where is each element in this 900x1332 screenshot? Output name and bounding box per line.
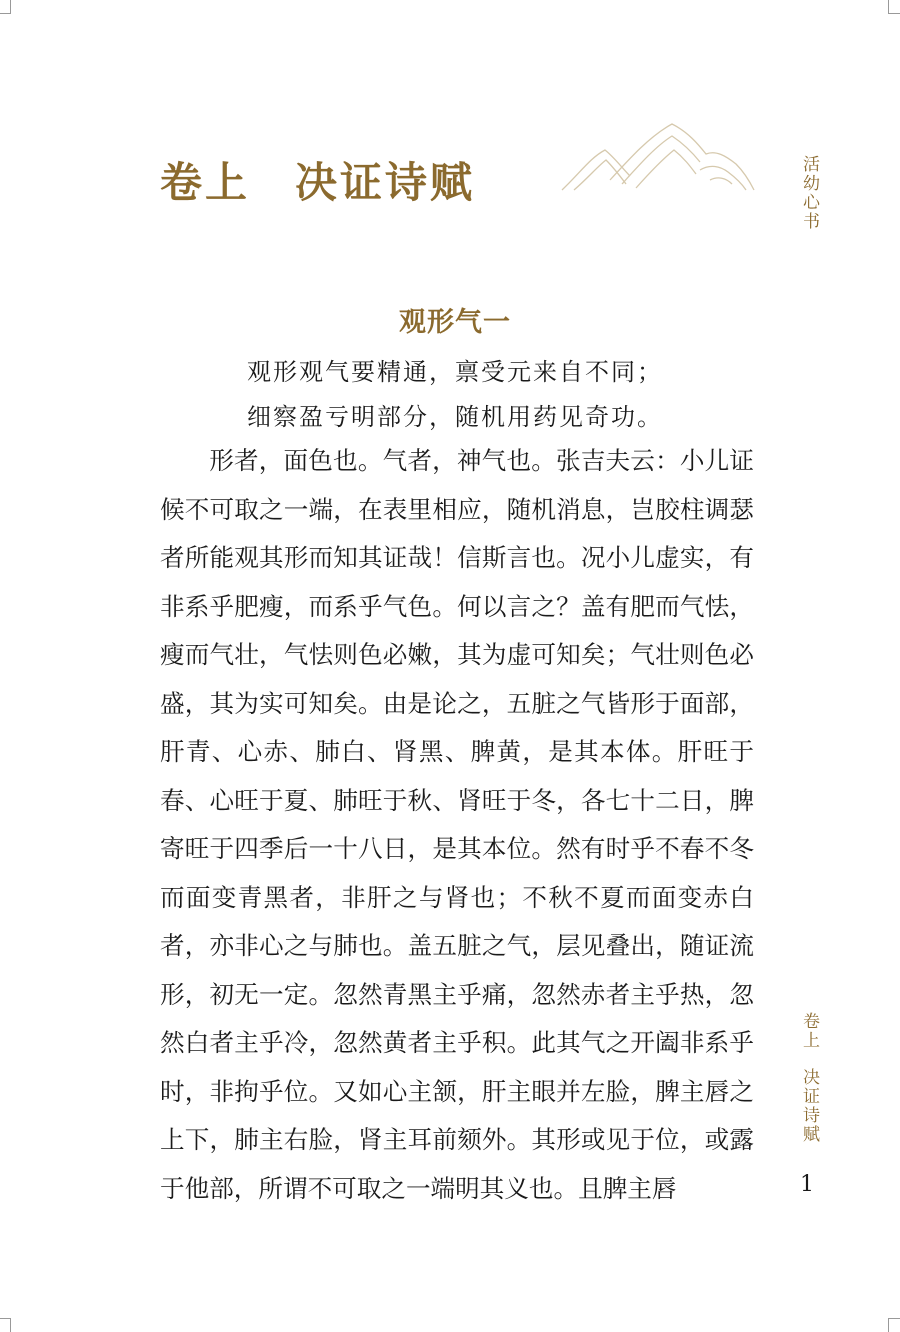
crop-mark — [0, 13, 10, 14]
running-chapter-part: 卷上 — [799, 1012, 819, 1050]
chapter-title: 卷上 决证诗赋 — [160, 158, 476, 207]
page-number: 1 — [800, 1172, 814, 1197]
crop-mark — [10, 1318, 11, 1332]
crop-mark — [888, 1318, 889, 1332]
verse-line: 观形观气要精通，禀受元来自不同； — [247, 358, 663, 386]
book-title: 活幼心书 — [799, 155, 819, 231]
crop-mark — [888, 0, 889, 14]
crop-mark — [0, 1318, 10, 1319]
crop-mark — [888, 1318, 900, 1319]
section-heading: 观形气一 — [399, 307, 511, 338]
crop-mark — [888, 13, 900, 14]
body-paragraph: 形者，面色也。气者，神气也。张吉夫云：小儿证候不可取之一端，在表里相应，随机消息，岂胶柱调瑟者所能观其形而知其证哉！信斯言也。况小儿虚实，有非系乎肥瘦，而系乎气色。何以言之？盖有肥而气怯，瘦而气壮，气怯则色必嫩，其为虚可知矣；气壮则色必盛，其为实可知矣。由是论之，五脏之气皆形于面部，肝青、心赤、肺白、肾黑、脾黄，是其本体。肝旺于春、心旺于夏、肺旺于秋、肾旺于冬，各七十二日，脾寄旺于四季后一十八日，是其本位。然有时乎不春不冬而面变青黑者，非肝之与肾也；不秋不夏而面变赤白者，亦非心之与肺也。盖五脏之气，层见叠出，随证流形，初无一定。忽然青黑主乎痛，忽然赤者主乎热，忽然白者主乎冷，忽然黄者主乎积。此其气之开阖非系乎时，非拘乎位。又如心主颔，肝主眼并左脸，脾主唇之上下，肺主右脸，肾主耳前颏外。其形或见于位，或露于他部，所谓不可取之一端明其义也。且脾主唇 — [160, 446, 754, 1203]
mountain-icon — [560, 118, 756, 198]
running-chapter-title: 决证诗赋 — [799, 1068, 819, 1144]
crop-mark — [10, 0, 11, 14]
verse-line: 细察盈亏明部分，随机用药见奇功。 — [247, 403, 663, 431]
